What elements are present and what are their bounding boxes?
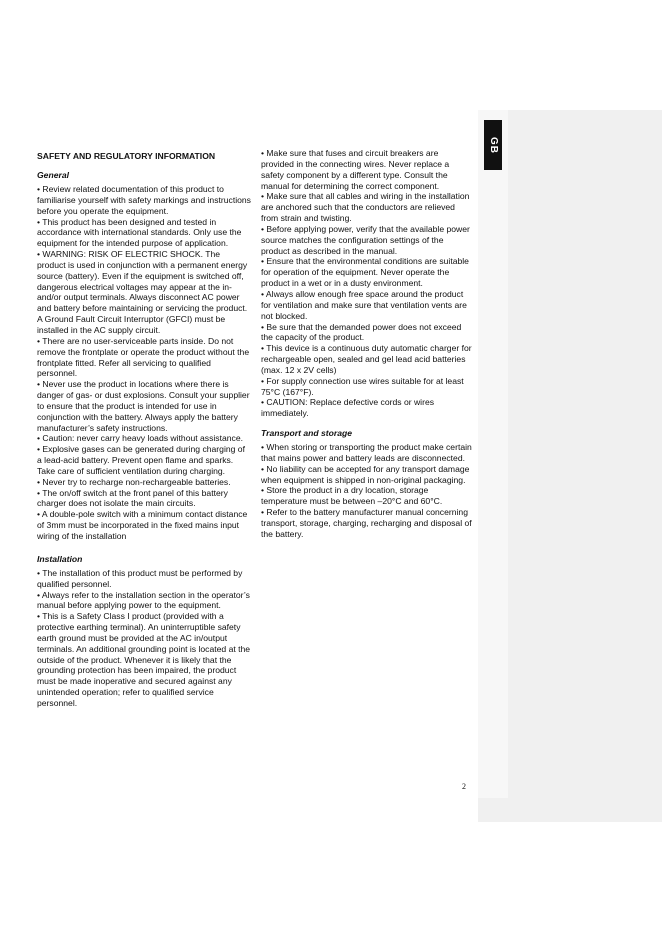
general-item: • Caution: never carry heavy loads without assistance. bbox=[37, 433, 244, 444]
general-item: • The on/off switch at the front panel of this battery charger does not isolate the main circuits. bbox=[37, 487, 228, 509]
language-tab-strip bbox=[478, 110, 508, 798]
general-item: A Ground Fault Circuit Interruptor (GFCI) must be installed in the AC supply circuit. bbox=[37, 314, 226, 335]
transport-item: • Store the product in a dry location, storage temperature must be between –20°C and 60°C. bbox=[261, 485, 443, 507]
right-column bbox=[261, 148, 473, 540]
general-heading: General bbox=[37, 170, 70, 180]
safety-item: • Be sure that the demanded power does not exceed the capacity of the product. bbox=[261, 321, 462, 343]
language-tab-gb bbox=[484, 120, 502, 170]
safety-item: • For supply connection use wires suitable for at least 75°C (167°F). bbox=[261, 375, 464, 397]
transport-item: • No liability can be accepted for any transport damage when equipment is shipped in non-original packaging. bbox=[261, 463, 470, 485]
safety-item: • This device is a continuous duty automatic charger for rechargeable open, sealed and gel lead acid batteries (max. 12 x 2V cells) bbox=[261, 343, 472, 375]
language-tab-label: GB bbox=[487, 136, 499, 154]
safety-item: • Always allow enough free space around the product for ventilation and make sure that ventilation vents are not blocked. bbox=[261, 288, 467, 321]
safety-item: • Make sure that fuses and circuit breakers are provided in the connecting wires. Never replace a safety component by a different type. Consult the manual for determining the correct component. bbox=[261, 148, 450, 191]
safety-item: • Make sure that all cables and wiring in the installation are anchored such that the conductors are relieved from strain and twisting. bbox=[261, 191, 470, 224]
left-column bbox=[37, 151, 251, 709]
installation-item: • Always refer to the installation section in the operator’s manual before applying power to the equipment. bbox=[37, 589, 250, 611]
safety-item: • CAUTION: Replace defective cords or wires immediately. bbox=[261, 397, 435, 419]
general-item: • A double-pole switch with a minimum contact distance of 3mm must be incorporated in the fixed mains input wiring of the installation bbox=[37, 509, 248, 541]
installation-heading: Installation bbox=[37, 553, 83, 564]
transport-item: • When storing or transporting the product make certain that mains power and battery leads are disconnected. bbox=[261, 442, 472, 463]
document-title: SAFETY AND REGULATORY INFORMATION bbox=[37, 151, 216, 161]
general-item: • This product has been designed and tested in accordance with international standards. Only use the equipment for the intended purpose of application. bbox=[37, 216, 242, 249]
general-item: • Review related documentation of this product to familiarise yourself with safety markings and instructions before you operate the equipment. bbox=[37, 184, 251, 216]
safety-item: • Ensure that the environmental conditions are suitable for operation of the equipment. Never operate the product in a wet or in a dusty environment. bbox=[261, 256, 469, 289]
installation-item: • The installation of this product must be performed by qualified personnel. bbox=[37, 567, 243, 589]
general-item: • WARNING: RISK OF ELECTRIC SHOCK. The product is used in conjunction with a permanent energy source (battery). Even if the equipment is switched off, dangerous electrical voltages may appear at the in- and/or output terminals. Always disconnect AC power and battery before maintaining or servicing the product. bbox=[37, 249, 248, 314]
safety-item: • Before applying power, verify that the available power source matches the configuration settings of the product as described in the manual. bbox=[261, 223, 470, 256]
general-item: • Never use the product in locations where there is danger of gas- or dust explosions. Consult your supplier to ensure that the product is intended for use in conjunction with the battery. Always apply the battery manufacturer’s safety instructions. bbox=[37, 379, 250, 433]
transport-heading: Transport and storage bbox=[261, 428, 353, 439]
page-number: 2 bbox=[462, 782, 466, 791]
transport-item: • Refer to the battery manufacturer manual concerning transport, storage, charging, recharging and disposal of the battery. bbox=[261, 507, 472, 539]
general-item: • Explosive gases can be generated during charging of a lead-acid battery. Prevent open flame and sparks. Take care of sufficient ventilation during charging. bbox=[37, 444, 245, 476]
general-item: • There are no user-serviceable parts inside. Do not remove the frontplate or operate the product without the frontplate fitted. Refer all servicing to qualified personnel. bbox=[37, 335, 250, 379]
installation-item: • This is a Safety Class I product (provided with a protective earthing terminal). An uninterruptible safety earth ground must be provided at the AC in/output terminals. An additional grounding point is located at the outside of the product. Whenever it is likely that the grounding protection has been impaired, the product must be made inoperative and secured against any unintended operation; refer to qualified service personnel. bbox=[37, 611, 251, 708]
general-item: • Never try to recharge non-rechargeable batteries. bbox=[37, 476, 231, 487]
